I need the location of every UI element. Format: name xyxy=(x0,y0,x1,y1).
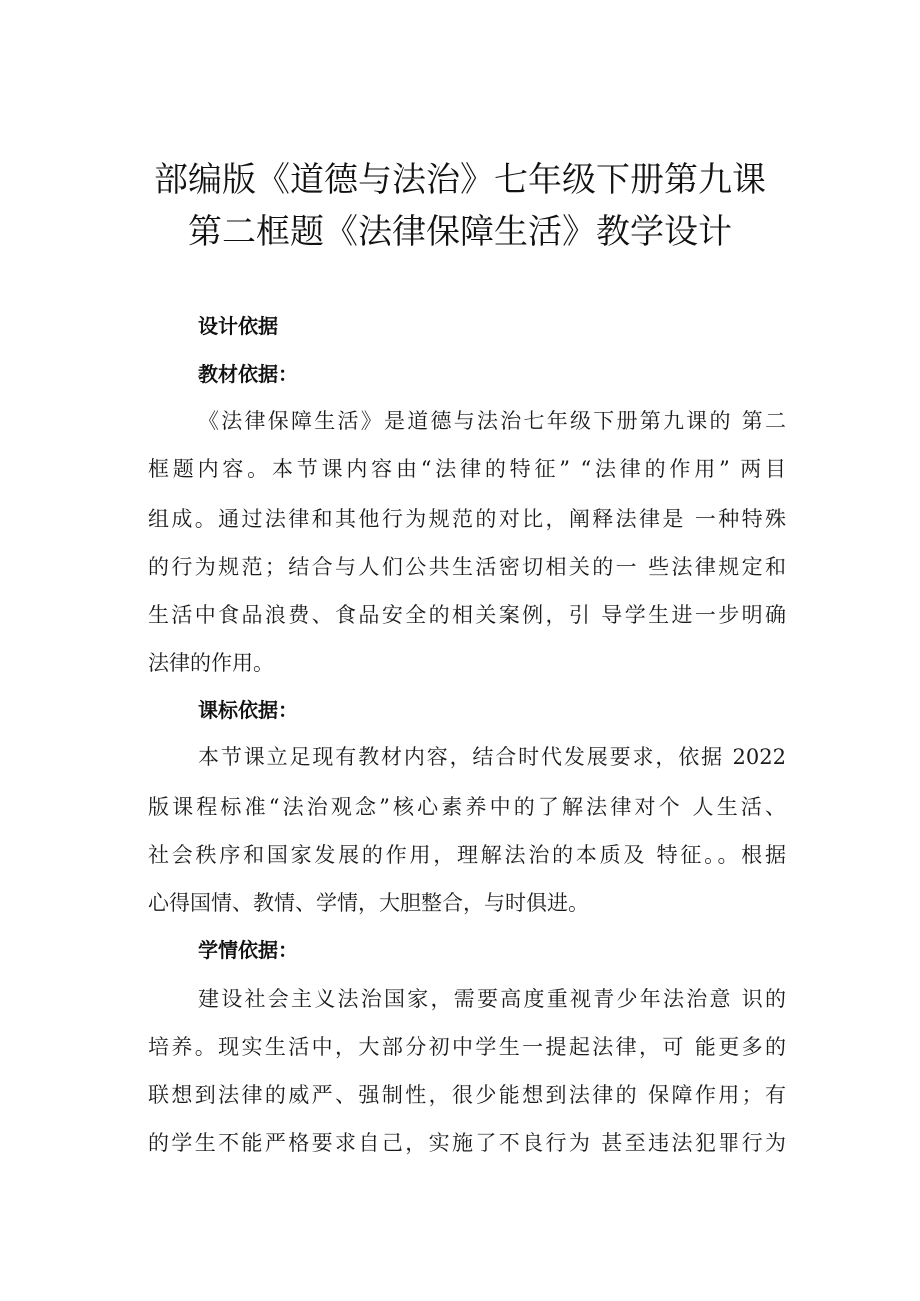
paragraph-line: 法律的作用。 xyxy=(148,651,274,675)
document-title-line-1: 部编版《道德与法治》七年级下册第九课 xyxy=(154,160,766,200)
paragraph-line: 《法律保障生活》是道德与法治七年级下册第九课的 第二 xyxy=(198,409,786,433)
paragraph-line: 的学生不能严格要求自己，实施了不良行为 甚至违法犯罪行为 xyxy=(148,1131,786,1155)
paragraph-line: 社会秩序和国家发展的作用，理解法治的本质及 特征。。根据 xyxy=(148,843,786,867)
section-heading-design-basis: 设计依据 xyxy=(198,314,278,338)
paragraph-line: 生活中食品浪费、食品安全的相关案例，引 导学生进一步明确 xyxy=(148,603,786,627)
paragraph-line: 建设社会主义法治国家，需要高度重视青少年法治意 识的 xyxy=(198,987,786,1011)
heading-textbook-basis: 教材依据： xyxy=(198,362,298,386)
paragraph-line: 培养。现实生活中，大部分初中学生一提起法律，可 能更多的 xyxy=(148,1035,786,1059)
paragraph-line: 联想到法律的威严、强制性，很少能想到法律的 保障作用；有 xyxy=(148,1083,786,1107)
paragraph-line: 本节课立足现有教材内容，结合时代发展要求，依据 2022 xyxy=(198,745,786,769)
paragraph-line: 的行为规范；结合与人们公共生活密切相关的一 些法律规定和 xyxy=(148,555,786,579)
paragraph-line: 心得国情、教情、学情，大胆整合，与时俱进。 xyxy=(148,891,589,915)
document-title-line-2: 第二框题《法律保障生活》教学设计 xyxy=(188,212,732,252)
heading-student-basis: 学情依据： xyxy=(198,938,298,962)
paragraph-line: 版课程标准“法治观念”核心素养中的了解法律对个 人生活、 xyxy=(148,795,786,819)
paragraph-line: 框题内容。本节课内容由“法律的特征” “法律的作用” 两目 xyxy=(148,457,786,481)
paragraph-line: 组成。通过法律和其他行为规范的对比，阐释法律是 一种特殊 xyxy=(148,507,786,531)
heading-curriculum-basis: 课标依据： xyxy=(198,698,298,722)
